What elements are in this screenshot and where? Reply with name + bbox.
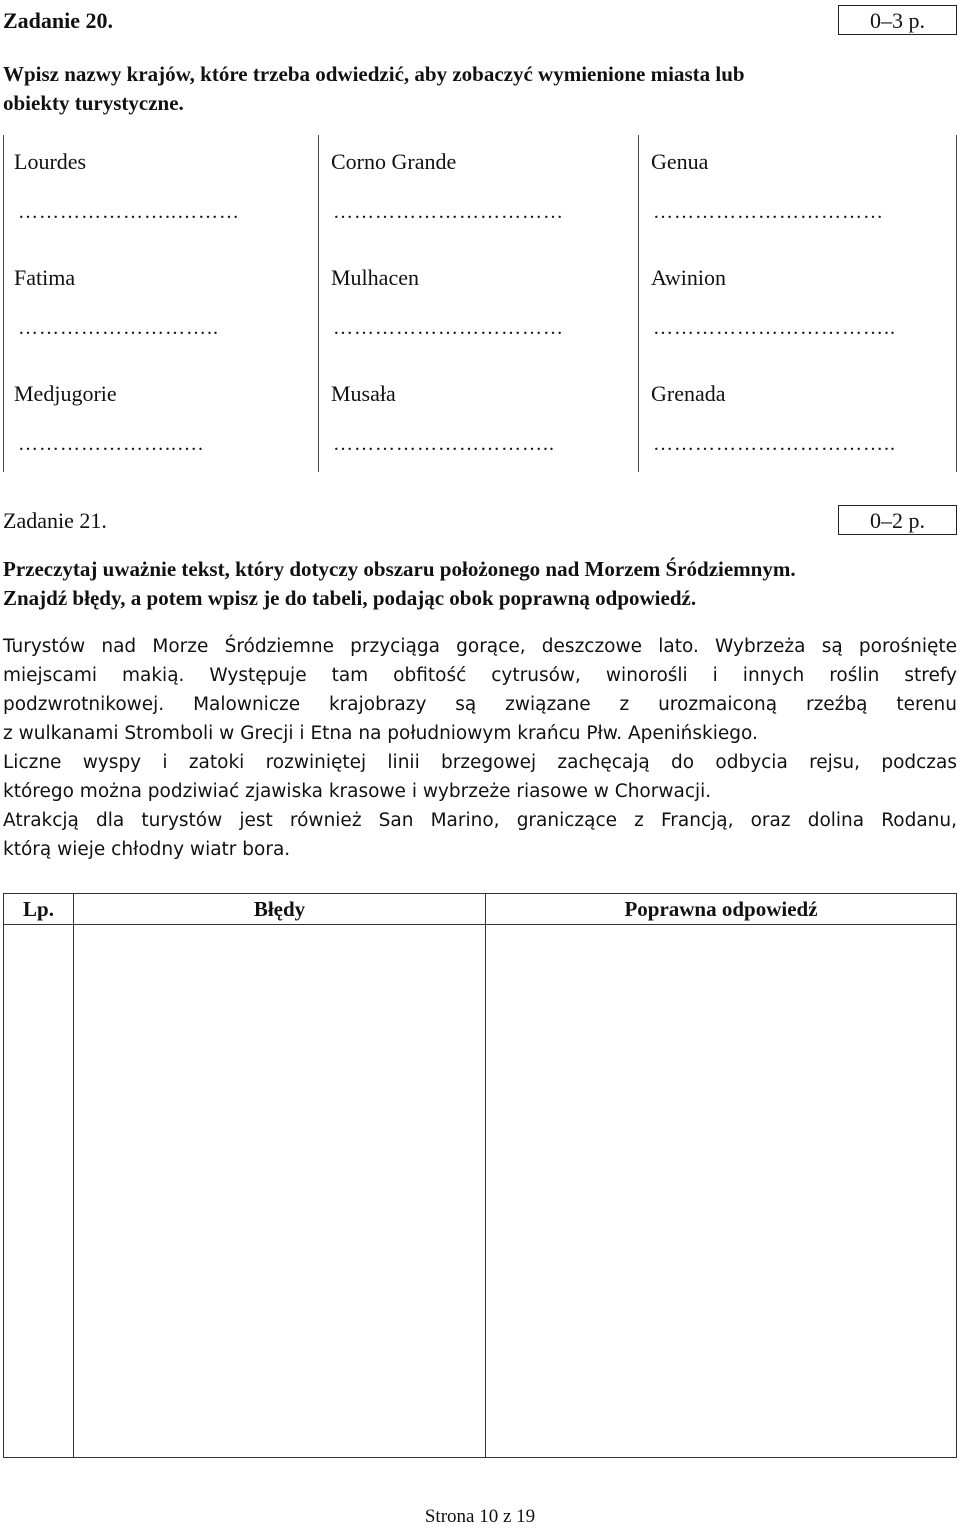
errors-answer-area[interactable] [74, 925, 484, 1457]
grid-divider [638, 135, 639, 472]
task21-instruction [3, 555, 957, 613]
answer-field[interactable]: …………………………… [333, 201, 564, 223]
answer-field[interactable]: …………………………….. [653, 317, 896, 339]
header-bledy: Błędy [253, 897, 306, 921]
place-name: Mulhacen [331, 265, 419, 290]
place-name: Fatima [14, 265, 76, 290]
page-number: Strona 10 z 19 [424, 1506, 536, 1527]
place-name: Medjugorie [14, 381, 117, 406]
task20-title: Zadanie 20. [3, 8, 114, 33]
answer-field[interactable]: …………………………….. [653, 433, 896, 455]
place-name: Lourdes [14, 149, 87, 174]
place-name: Musała [331, 381, 396, 406]
text-line: którą wieje chłodny wiatr bora. [3, 839, 291, 860]
task21-text [3, 632, 957, 864]
text-line: Liczne wyspy i zatoki rozwiniętej linii brzegowej zachęcają do odbycia rejsu, podczas [3, 752, 957, 773]
header-poprawna-odpowiedz: Poprawna odpowiedź [624, 897, 818, 921]
task20-instruction-line2: obiekty turystyczne. [3, 91, 184, 115]
text-line: Turystów nad Morze Śródziemne przyciąga gorące, deszczowe lato. Wybrzeża są porośnięte [3, 636, 957, 657]
answer-field[interactable]: ………………………….. [333, 433, 555, 455]
text-line: którego można podziwiać zjawiska krasowe i wybrzeże riasowe w Chorwacji. [3, 781, 712, 802]
corrections-answer-area[interactable] [486, 925, 956, 1457]
grid-divider [318, 135, 319, 472]
text-line: podzwrotnikowej. Malownicze krajobrazy są związane z urozmaiconą rzeźbą terenu [3, 694, 957, 715]
place-name: Corno Grande [331, 149, 457, 174]
answer-field[interactable]: …………………..…. [18, 433, 204, 455]
answer-field[interactable]: …………………………… [333, 317, 564, 339]
text-line: miejscami makią. Występuje tam obfitość cytrusów, winorośli i innych roślin strefy [3, 665, 957, 686]
place-name: Genua [651, 149, 709, 174]
header-lp: Lp. [23, 897, 54, 921]
task21-instruction-line1: Przeczytaj uważnie tekst, który dotyczy obszaru położonego nad Morzem Śródziemnym. [3, 557, 796, 581]
task21-points-box: 0–2 p. [838, 505, 957, 535]
answer-field[interactable]: …………………………… [653, 201, 884, 223]
answer-field[interactable]: ……………………….. [18, 317, 219, 339]
task21-title: Zadanie 21. [3, 508, 107, 533]
place-name: Grenada [651, 381, 726, 406]
text-line: z wulkanami Stromboli w Grecji i Etna na południowym krańcu Płw. Apenińskiego. [3, 723, 758, 744]
task20-points-box: 0–3 p. [838, 5, 957, 35]
text-line: Atrakcją dla turystów jest również San Marino, graniczące z Francją, oraz dolina Rodanu, [3, 810, 957, 831]
place-name: Awinion [651, 265, 726, 290]
answer-field[interactable]: …………………..……… [18, 201, 240, 223]
task20-instruction [3, 60, 957, 118]
task21-instruction-line2: Znajdź błędy, a potem wpisz je do tabeli, podając obok poprawną odpowiedź. [3, 586, 697, 610]
task20-instruction-line1: Wpisz nazwy krajów, które trzeba odwiedzić, aby zobaczyć wymienione miasta lub [3, 62, 745, 86]
task21-answer-table [3, 893, 957, 1458]
task20-answer-grid [3, 135, 957, 472]
